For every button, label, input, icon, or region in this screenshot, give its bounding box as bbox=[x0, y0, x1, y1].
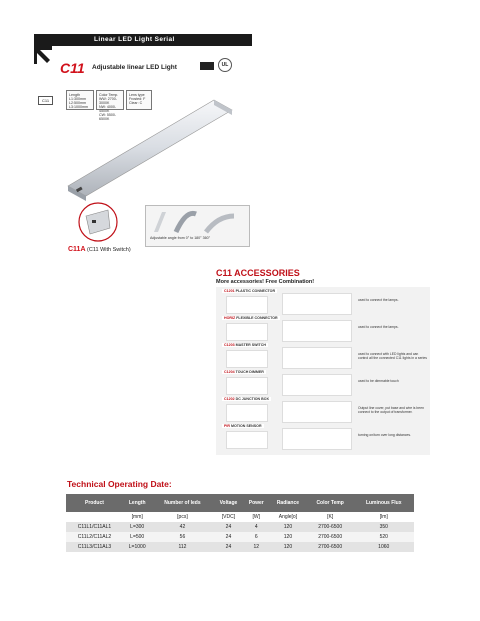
spec-ct-title: Color Temp. bbox=[99, 93, 119, 97]
table-cell: 12 bbox=[244, 542, 270, 552]
accessories-panel bbox=[216, 287, 430, 455]
tech-units-row bbox=[66, 512, 414, 522]
angle-photo bbox=[145, 205, 250, 247]
col-leds: Number of leds bbox=[152, 494, 214, 512]
clip-image bbox=[78, 200, 118, 245]
accessory-image bbox=[226, 323, 268, 341]
col-length: Length bbox=[123, 494, 152, 512]
accessory-application-image bbox=[282, 401, 352, 423]
col-radiance: Radiance bbox=[269, 494, 307, 512]
model-title: C11 bbox=[60, 60, 85, 76]
tech-table bbox=[66, 494, 414, 552]
accessory-image bbox=[226, 296, 268, 314]
accessory-name: C1203 MASTER SWITCH bbox=[224, 343, 266, 347]
cert-logo bbox=[200, 62, 214, 70]
accessory-name: C1202 DC JUNCTION BOX bbox=[224, 397, 269, 401]
spec-lens-clear: Clear: C bbox=[129, 101, 143, 105]
accessory-desc: used to connect the lamps. bbox=[358, 325, 399, 329]
spec-ct-nw: NW: 4000-4500K bbox=[99, 105, 117, 113]
table-cell: 120 bbox=[269, 532, 307, 542]
accessory-item bbox=[222, 316, 426, 344]
series-title: Linear LED Light Serial bbox=[94, 36, 175, 43]
col-flux: Luminous Flux bbox=[353, 494, 414, 512]
linear-light-image bbox=[36, 88, 236, 218]
accessory-desc: Output line cover, put base and wire is been connect to the output of transformer. bbox=[358, 406, 424, 414]
ul-cert-icon: UL bbox=[218, 58, 232, 72]
col-voltage: Voltage bbox=[213, 494, 243, 512]
angle-caption: Adjustable angle from 0° to 180° 360° bbox=[150, 236, 211, 240]
table-cell: C11L2/C11AL2 bbox=[66, 532, 123, 542]
accessory-application-image bbox=[282, 320, 352, 342]
table-cell: [lm] bbox=[353, 512, 414, 522]
accessory-image bbox=[226, 404, 268, 422]
table-cell: Angle[o] bbox=[269, 512, 307, 522]
angle-photo-graphic bbox=[146, 206, 249, 236]
table-cell: 24 bbox=[213, 532, 243, 542]
table-cell: [mm] bbox=[123, 512, 152, 522]
accessory-item bbox=[222, 289, 426, 317]
table-cell bbox=[66, 512, 123, 522]
accessory-image bbox=[226, 377, 268, 395]
accessory-application-image bbox=[282, 347, 352, 369]
table-cell: C11L3/C11AL3 bbox=[66, 542, 123, 552]
table-cell: 350 bbox=[353, 522, 414, 532]
clip-label bbox=[68, 246, 131, 253]
table-cell: 2700-6500 bbox=[307, 522, 354, 532]
col-product: Product bbox=[66, 494, 123, 512]
table-cell: 24 bbox=[213, 542, 243, 552]
accessory-desc: used to connect the lamps. bbox=[358, 298, 399, 302]
clip-code: C11A bbox=[68, 246, 86, 253]
table-row bbox=[66, 522, 414, 532]
accessory-item bbox=[222, 424, 426, 452]
table-cell: [pcs] bbox=[152, 512, 214, 522]
tech-header-row bbox=[66, 494, 414, 512]
accessory-name: C1201 PLASTIC CONNECTOR bbox=[224, 289, 276, 293]
col-color-temp: Color Temp bbox=[307, 494, 354, 512]
table-cell: L=1000 bbox=[123, 542, 152, 552]
table-cell: 2700-6500 bbox=[307, 542, 354, 552]
accessory-application-image bbox=[282, 374, 352, 396]
spec-code: C11 bbox=[38, 96, 53, 105]
table-cell: 2700-6500 bbox=[307, 532, 354, 542]
model-subtitle: Adjustable linear LED Light bbox=[92, 64, 177, 71]
table-cell: 24 bbox=[213, 522, 243, 532]
table-cell: L=300 bbox=[123, 522, 152, 532]
spec-lens-title: Lens type bbox=[129, 93, 145, 97]
accessory-desc: used to connect with LED lights and can control all the connected C11 lights in a series bbox=[358, 352, 427, 360]
accessory-application-image bbox=[282, 428, 352, 450]
spec-ct-ww: WW: 2700-3000K bbox=[99, 97, 117, 105]
spec-length-l2: L2:500mm bbox=[69, 101, 86, 105]
table-cell: 120 bbox=[269, 522, 307, 532]
spec-length-title: Length bbox=[69, 93, 80, 97]
table-cell: 56 bbox=[152, 532, 214, 542]
table-cell: [VDC] bbox=[213, 512, 243, 522]
spec-lens-frosted: Frosted: F bbox=[129, 97, 146, 101]
accessory-name: C1204 TOUCH DIMMER bbox=[224, 370, 264, 374]
table-cell: 42 bbox=[152, 522, 214, 532]
series-banner bbox=[34, 34, 252, 46]
accessories-title: C11 ACCESSORIES bbox=[216, 268, 300, 278]
accessory-item bbox=[222, 397, 426, 425]
table-cell: 6 bbox=[244, 532, 270, 542]
table-cell: 1060 bbox=[353, 542, 414, 552]
accessory-name: PIR MOTION SENSOR bbox=[224, 424, 262, 428]
table-row bbox=[66, 542, 414, 552]
accessory-desc: turning on/turn over long distances. bbox=[358, 433, 411, 437]
table-cell: [K] bbox=[307, 512, 354, 522]
accessory-desc: used to be dimmable touch bbox=[358, 379, 399, 383]
table-cell: 520 bbox=[353, 532, 414, 542]
accessory-application-image bbox=[282, 293, 352, 315]
table-cell: 112 bbox=[152, 542, 214, 552]
spec-length-l3: L3:1000mm bbox=[69, 105, 88, 109]
col-power: Power bbox=[244, 494, 270, 512]
tech-title: Technical Operating Date: bbox=[67, 479, 172, 489]
accessory-item bbox=[222, 343, 426, 371]
table-row bbox=[66, 532, 414, 542]
accessory-image bbox=[226, 431, 268, 449]
table-cell: 120 bbox=[269, 542, 307, 552]
spec-length-l1: L1:300mm bbox=[69, 97, 86, 101]
spec-ct-cw: CW: 5500-6500K bbox=[99, 113, 117, 121]
table-cell: [W] bbox=[244, 512, 270, 522]
corner-arrow-icon bbox=[34, 46, 52, 64]
accessory-name: HORIZ FLEXIBLE CONNECTOR bbox=[224, 316, 278, 320]
accessories-subtitle: More accessories! Free Combination! bbox=[216, 279, 315, 285]
table-cell: 4 bbox=[244, 522, 270, 532]
accessory-item bbox=[222, 370, 426, 398]
table-cell: L=500 bbox=[123, 532, 152, 542]
accessory-image bbox=[226, 350, 268, 368]
table-cell: C11L1/C11AL1 bbox=[66, 522, 123, 532]
clip-text: (C11 With Switch) bbox=[87, 247, 131, 253]
